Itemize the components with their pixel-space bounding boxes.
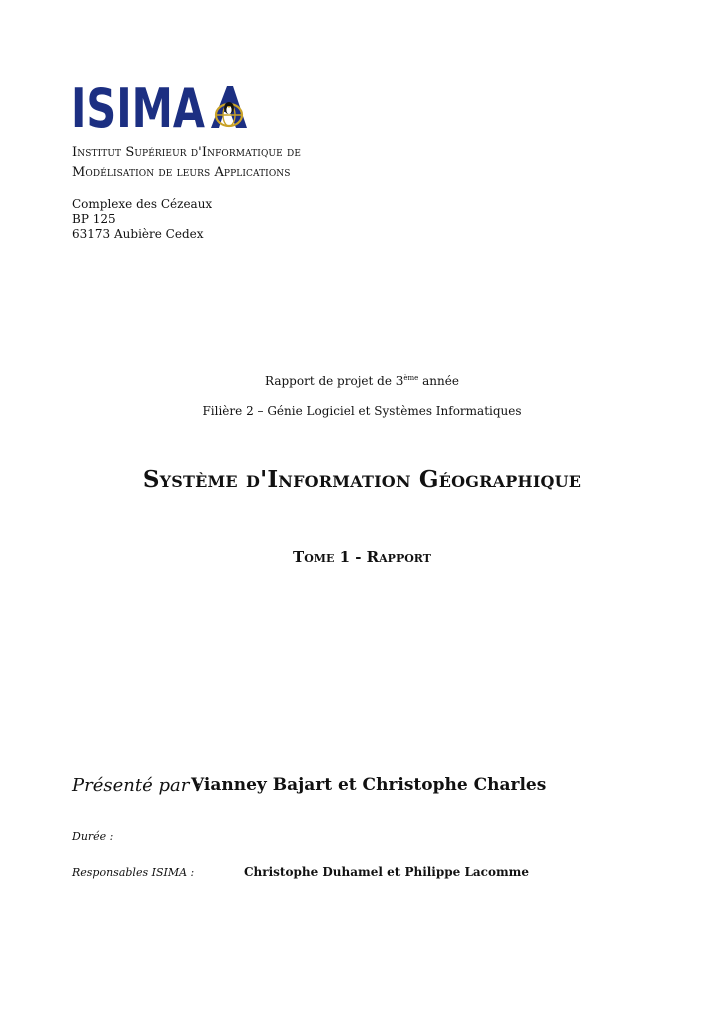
isima-logo	[71, 84, 247, 130]
supervisors-names: Christophe Duhamel et Philippe Lacomme	[244, 865, 530, 879]
isima-globe-penguin-icon	[211, 86, 247, 128]
isima-logo-graphic	[71, 84, 247, 130]
filiere: Filière 2 – Génie Logiciel et Systèmes Informatiques	[202, 404, 522, 418]
duration-label: Durée :	[72, 830, 114, 843]
authors: Vianney Bajart et Christophe Charles	[191, 775, 547, 795]
logo-text: ISIMA	[71, 84, 206, 130]
institute-name-line1: Institut Supérieur d'Informatique de	[72, 145, 301, 160]
report-suffix: année	[418, 374, 459, 388]
document-title: Système d'Information Géographique	[142, 466, 582, 493]
report-type	[0, 374, 724, 388]
supervisors-label: Responsables ISIMA :	[72, 866, 195, 879]
address-line3: 63173 Aubière Cedex	[72, 227, 204, 241]
report-sup: ème	[403, 374, 419, 382]
institute-name-line2: Modélisation de leurs Applications	[72, 165, 291, 180]
address-line2: BP 125	[72, 212, 116, 226]
presented-by-label: Présenté par :	[72, 775, 202, 796]
address-line1: Complexe des Cézeaux	[72, 197, 213, 211]
report-prefix: Rapport de projet de 3	[265, 374, 404, 388]
tome-subtitle: Tome 1 - Rapport	[293, 548, 431, 566]
